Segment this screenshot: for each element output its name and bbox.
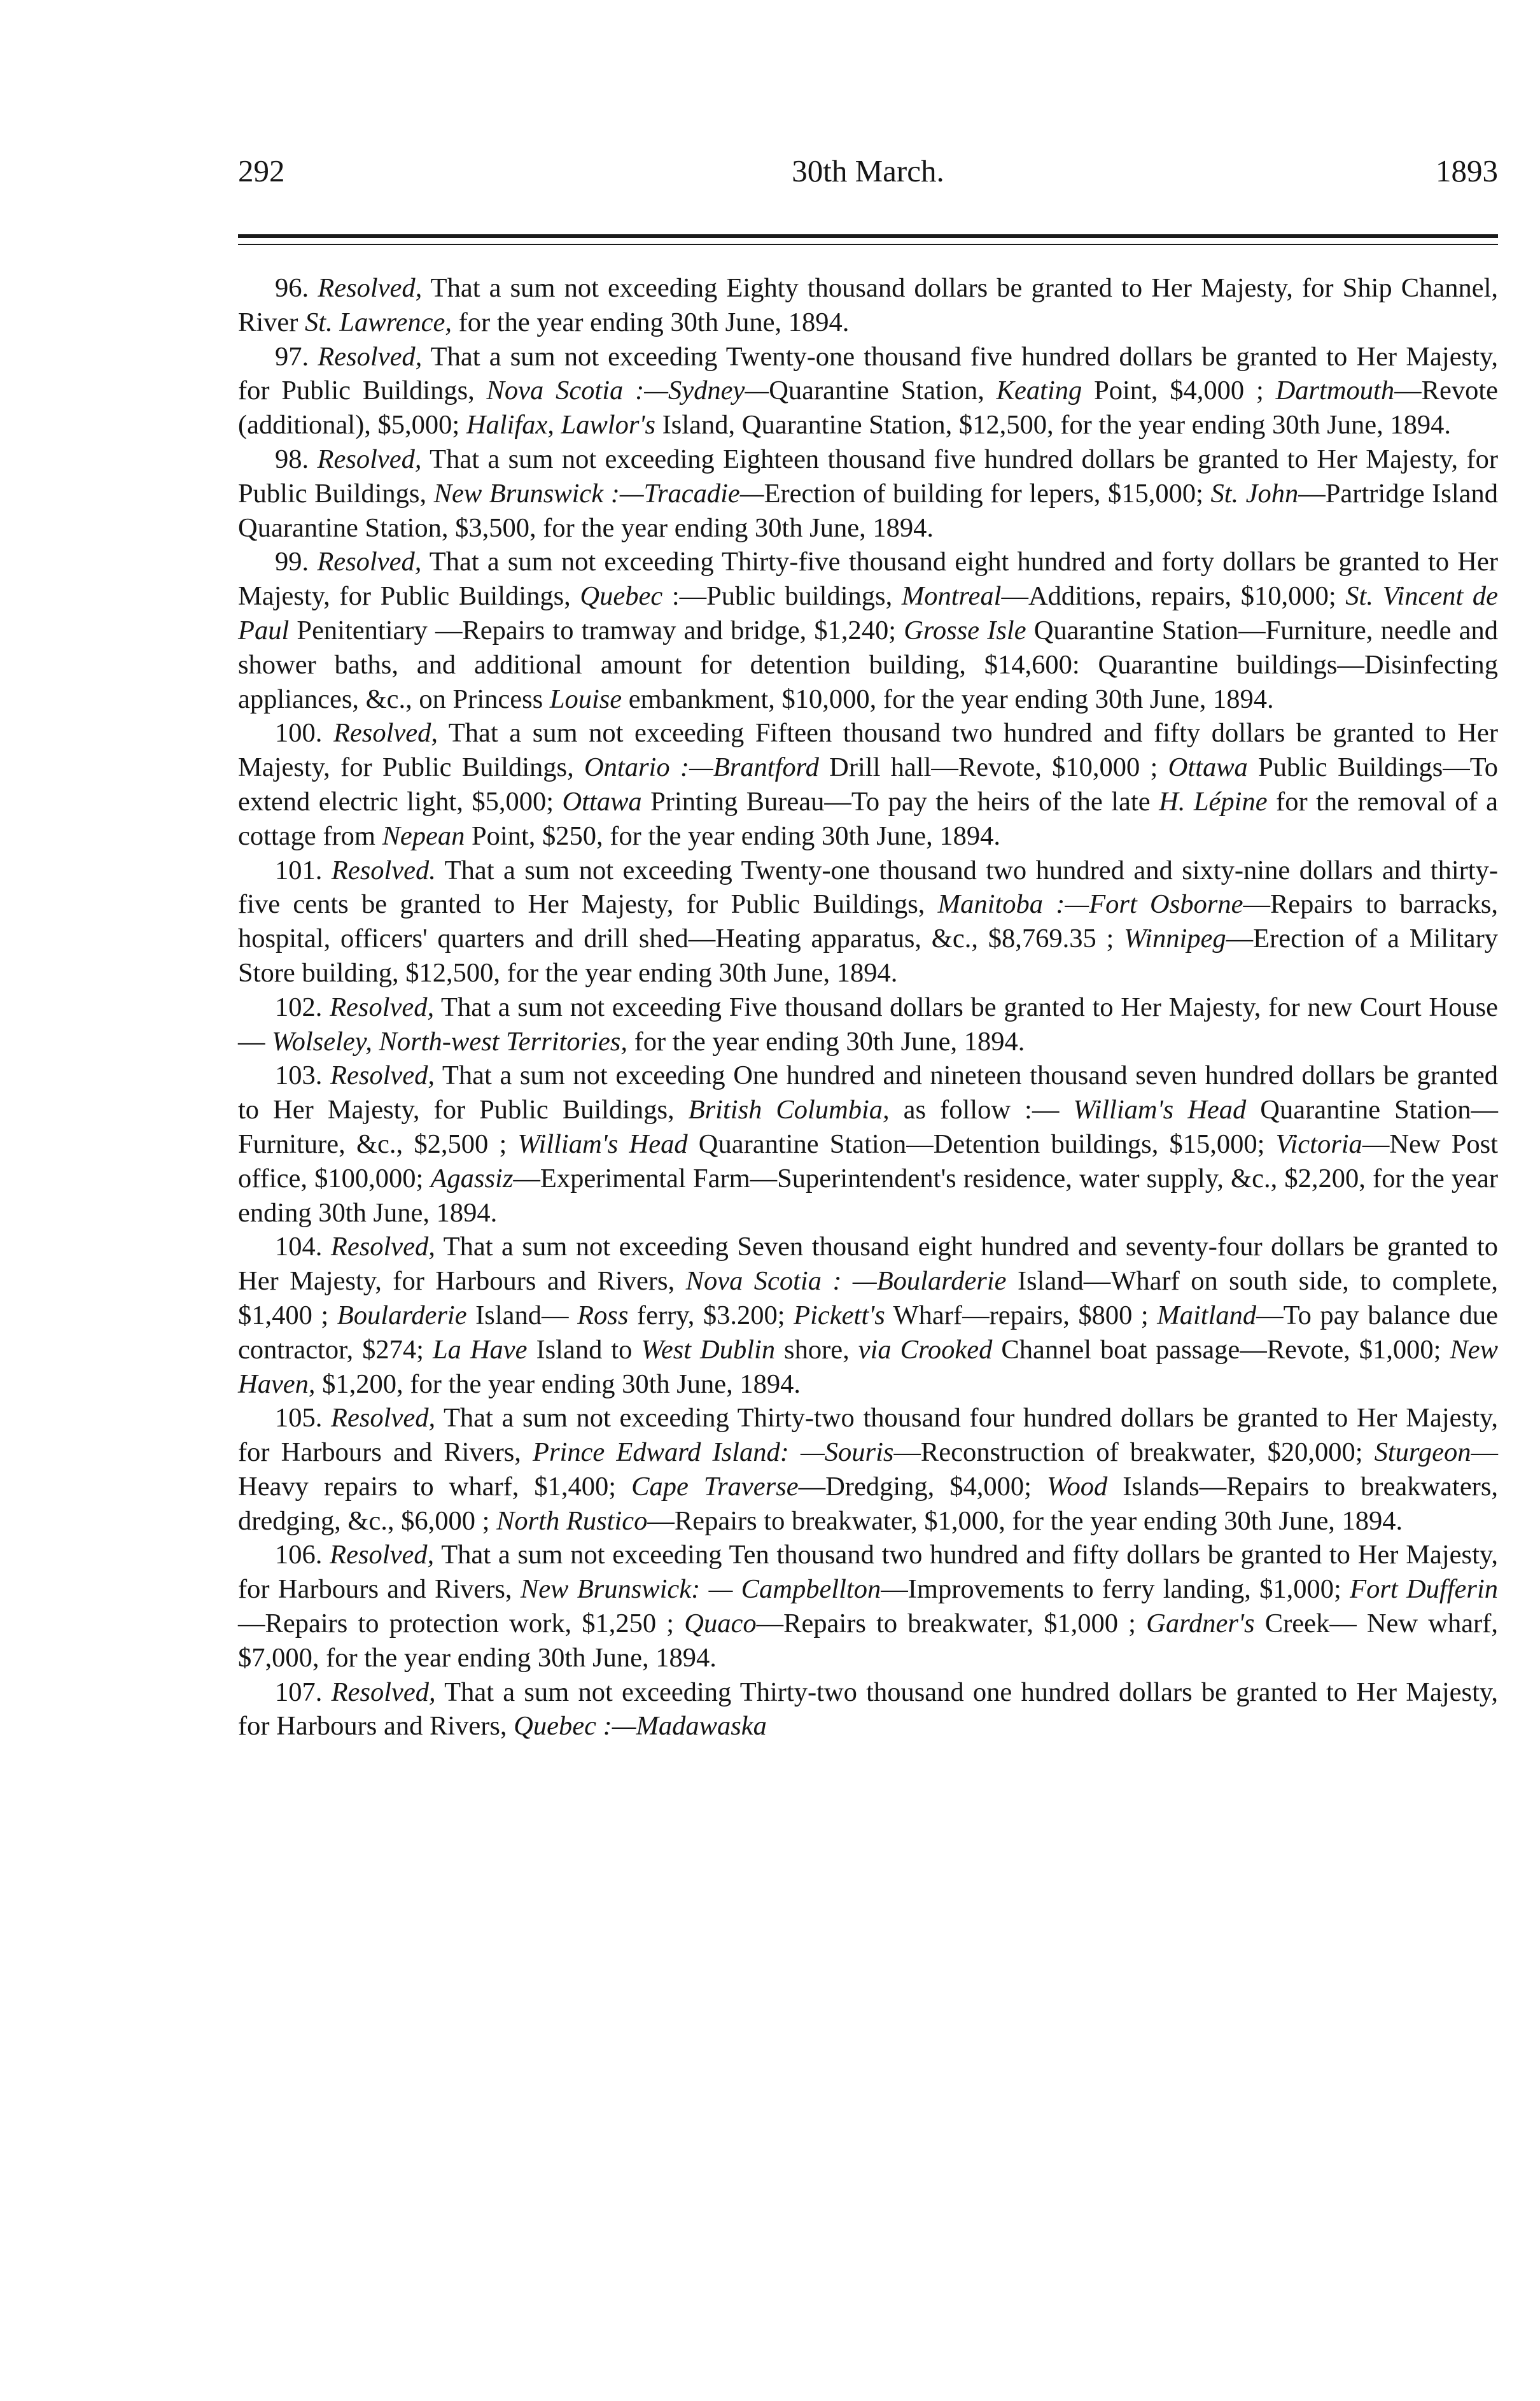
resolution-text: ferry, $3.200; — [628, 1300, 794, 1330]
resolution-text: —Heavy repairs to wharf, $1,400; — [238, 1437, 1498, 1502]
resolution-text: for the year ending 30th June, 1894. — [627, 1026, 1025, 1057]
resolution-text: —To pay balance due contractor, $274; — [238, 1300, 1499, 1365]
italic-text: St. John — [1210, 478, 1299, 509]
resolution-text: Wharf—repairs, $800 ; — [885, 1300, 1158, 1330]
resolution-text: —Repairs to breakwater, $1,000 ; — [756, 1609, 1147, 1639]
resolution-number: 96. — [275, 273, 309, 303]
italic-text: Keating — [996, 376, 1082, 406]
resolution-text: Printing Bureau—To pay the heirs of the late — [641, 786, 1159, 817]
resolution-text: Quarantine Station—Furniture, &c., $2,500 ; — [238, 1095, 1498, 1159]
italic-text: Dartmouth — [1275, 376, 1395, 406]
italic-text: Resolved, — [330, 1540, 435, 1570]
italic-text: Fort Dufferin — [1350, 1574, 1499, 1605]
italic-text: Victoria — [1275, 1129, 1362, 1159]
resolution-text: —Partridge Island Quarantine Station, $3,500, for the year ending 30th June, 1894. — [238, 478, 1498, 543]
resolution-paragraph — [238, 1401, 1498, 1538]
page-header — [238, 153, 1498, 204]
resolution-text: for the year ending 30th June, 1894. — [452, 307, 850, 337]
resolution-number: 97. — [275, 341, 309, 372]
italic-text: Resolved, — [333, 718, 438, 749]
italic-text: Nepean — [382, 820, 465, 851]
italic-text: Grosse Isle — [904, 615, 1026, 645]
resolution-paragraph — [238, 854, 1498, 990]
italic-text: New Haven, — [238, 1334, 1498, 1399]
resolution-text: —Additions, repairs, $10,000; — [1001, 581, 1346, 612]
resolution-text: shore, — [775, 1334, 858, 1365]
resolution-number: 107. — [275, 1677, 323, 1707]
italic-text: Maitland — [1157, 1300, 1257, 1330]
resolution-text: That a sum not exceeding Eighteen thousand five hundred dollars be granted to Her Majesty, for Public Buildings, — [238, 444, 1498, 509]
resolution-text: That a sum not exceeding Eighty thousand dollars be granted to Her Majesty, for Ship Channel, River — [238, 273, 1498, 337]
resolution-text: Quarantine Station, — [769, 376, 997, 406]
resolution-text: Point, $4,000 ; — [1082, 376, 1276, 406]
resolution-text: Erection of building for lepers, $15,000; — [764, 478, 1211, 509]
resolution-number: 101. — [275, 855, 323, 885]
resolution-text: as follow :— — [889, 1095, 1074, 1125]
italic-text: Resolved, — [318, 341, 423, 372]
italic-text: Wolseley, North-west Territories, — [272, 1026, 627, 1057]
resolution-text: —Improvements to ferry landing, $1,000; — [881, 1574, 1350, 1605]
resolution-number: 105. — [275, 1403, 323, 1433]
resolution-text: That a sum not exceeding Five thousand dollars be granted to Her Majesty, for new Court House— — [238, 992, 1499, 1057]
italic-text: Montreal — [901, 581, 1002, 612]
resolution-text: That a sum not exceeding Thirty-five thousand eight hundred and forty dollars be granted to Her Majesty, for Public Buildings, — [238, 547, 1498, 612]
italic-text: Resolved, — [330, 992, 435, 1022]
resolution-number: 106. — [275, 1540, 323, 1570]
resolutions-body — [238, 271, 1498, 1743]
resolution-text: That a sum not exceeding Ten thousand two hundred and fifty dollars be granted to Her Majesty, for Harbours and Rivers, — [238, 1540, 1498, 1605]
italic-text: Nova Scotia : —Boularderie — [685, 1266, 1007, 1297]
resolution-paragraph — [238, 442, 1498, 545]
italic-text: La Have — [432, 1334, 528, 1365]
resolution-text: That a sum not exceeding Thirty-two thousand four hundred dollars be granted to Her Majesty, for Harbours and Rivers, — [238, 1403, 1499, 1468]
resolution-text: —New Post office, $100,000; — [238, 1129, 1498, 1193]
resolution-paragraph — [238, 1538, 1498, 1675]
italic-text: New Brunswick :—Tracadie— — [433, 478, 764, 509]
italic-text: Resolved. — [331, 855, 436, 885]
italic-text: Resolved, — [317, 444, 422, 474]
resolution-text: —Repairs to barracks, hospital, officers' quarters and drill shed—Heating apparatus, &c., $8,769.35 ; — [238, 889, 1498, 954]
resolution-text: —Erection of a Military Store building, $12,500, for the year ending 30th June, 1894. — [238, 924, 1498, 988]
resolution-text: Island to — [527, 1334, 641, 1365]
resolution-text: —Repairs to breakwater, $1,000, for the year ending 30th June, 1894. — [647, 1505, 1403, 1536]
italic-text: Ross — [577, 1300, 629, 1330]
italic-text: Sturgeon — [1374, 1437, 1471, 1468]
resolution-text: $1,200, for the year ending 30th June, 1894. — [315, 1369, 801, 1399]
resolution-paragraph — [238, 1059, 1498, 1230]
italic-text: Agassiz — [430, 1163, 514, 1193]
italic-text: Resolved, — [317, 547, 422, 577]
italic-text: Louise — [549, 684, 622, 714]
resolution-text: —Repairs to protection work, $1,250 ; — [238, 1609, 685, 1639]
resolution-text: Quarantine Station—Furniture, needle and shower baths, and additional amount for detention building, $14,600: Quarantine buildings—Disinfecting appliances, &c., on Princess — [238, 615, 1498, 714]
italic-text: William's Head — [517, 1129, 688, 1159]
italic-text: via Crooked — [858, 1334, 993, 1365]
resolution-text: That a sum not exceeding Seven thousand eight hundred and seventy-four dollars be granted to Her Majesty, for Harbours and Rivers, — [238, 1232, 1498, 1297]
resolution-paragraph — [238, 990, 1498, 1059]
resolution-number: 98. — [275, 444, 309, 474]
resolution-paragraph — [238, 545, 1498, 716]
resolution-text: :—Public buildings, — [662, 581, 902, 612]
header-rule-thin — [238, 244, 1498, 245]
page-date-heading: 30th March. — [792, 153, 944, 188]
italic-text: William's Head — [1073, 1095, 1247, 1125]
italic-text: Ottawa — [562, 786, 642, 817]
resolution-text: —Dredging, $4,000; — [798, 1471, 1047, 1502]
page-number: 292 — [238, 153, 285, 188]
resolution-text: Creek— New wharf, $7,000, for the year ending 30th June, 1894. — [238, 1609, 1498, 1673]
italic-text: Winnipeg — [1124, 924, 1226, 954]
italic-text: St. Lawrence, — [305, 307, 452, 337]
resolution-number: 99. — [275, 547, 309, 577]
resolution-text: Island— — [466, 1300, 578, 1330]
italic-text: Boularderie — [337, 1300, 467, 1330]
italic-text: North Rustico — [496, 1505, 648, 1536]
resolution-text: That a sum not exceeding Twenty-one thousand five hundred dollars be granted to Her Majesty, for Public Buildings, — [238, 341, 1499, 406]
italic-text: Gardner's — [1146, 1609, 1255, 1639]
italic-text: Cape Traverse — [631, 1471, 799, 1502]
italic-text: Resolved, — [330, 1060, 435, 1091]
resolution-text: That a sum not exceeding Twenty-one thousand two hundred and sixty-nine dollars and thirty-five cents be granted to Her Majesty, for Public Buildings, — [238, 855, 1498, 920]
resolution-text: —Revote (additional), $5,000; — [238, 376, 1498, 440]
italic-text: Wood — [1046, 1471, 1108, 1502]
resolution-number: 104. — [275, 1232, 323, 1262]
resolution-text: —Reconstruction of breakwater, $20,000; — [893, 1437, 1375, 1468]
resolution-text: Drill hall—Revote, $10,000 ; — [818, 752, 1168, 783]
resolution-text: Channel boat passage—Revote, $1,000; — [992, 1334, 1450, 1365]
resolution-paragraph — [238, 340, 1498, 442]
resolution-text: Penitentiary —Repairs to tramway and bridge, $1,240; — [289, 615, 904, 645]
resolution-text: Island—Wharf on south side, to complete, $1,400 ; — [238, 1266, 1499, 1330]
italic-text: Halifax, Lawlor's — [466, 410, 656, 440]
italic-text: H. Lépine — [1159, 786, 1268, 817]
italic-text: Prince Edward Island: —Souris — [533, 1437, 894, 1468]
italic-text: Quebec :—Madawaska — [514, 1711, 767, 1742]
resolution-text: embankment, $10,000, for the year ending 30th June, 1894. — [622, 684, 1274, 714]
resolution-paragraph — [238, 1675, 1498, 1744]
italic-text: Manitoba :—Fort Osborne — [937, 889, 1243, 920]
italic-text: Pickett's — [794, 1300, 885, 1330]
resolution-text: Point, $250, for the year ending 30th June, 1894. — [465, 820, 1001, 851]
italic-text: Resolved, — [330, 1232, 435, 1262]
resolution-text: That a sum not exceeding One hundred and nineteen thousand seven hundred dollars be granted to Her Majesty, for Public Buildings, — [238, 1060, 1498, 1125]
italic-text: Quebec — [580, 581, 663, 612]
italic-text: Resolved, — [318, 273, 423, 303]
italic-text: Quaco — [684, 1609, 757, 1639]
italic-text: Ottawa — [1168, 752, 1248, 783]
italic-text: Ontario :—Brantford — [584, 752, 819, 783]
resolution-text: Quarantine Station—Detention buildings, $15,000; — [687, 1129, 1276, 1159]
italic-text: British Columbia, — [688, 1095, 890, 1125]
resolution-text: for the removal of a cottage from — [238, 786, 1498, 851]
resolution-text: That a sum not exceeding Fifteen thousand two hundred and fifty dollars be granted to Her Majesty, for Public Buildings, — [238, 718, 1498, 783]
resolution-paragraph — [238, 716, 1498, 853]
italic-text: Resolved, — [331, 1677, 436, 1707]
resolution-paragraph — [238, 271, 1498, 340]
resolution-text: Public Buildings—To extend electric light, $5,000; — [238, 752, 1498, 817]
resolution-number: 102. — [275, 992, 323, 1022]
resolution-text: Islands—Repairs to breakwaters, dredging, &c., $6,000 ; — [238, 1471, 1498, 1536]
italic-text: New Brunswick: — Campbellton — [520, 1574, 881, 1605]
resolution-text: That a sum not exceeding Thirty-two thousand one hundred dollars be granted to Her Majesty, for Harbours and Rivers, — [238, 1677, 1499, 1742]
resolution-number: 103. — [275, 1060, 323, 1091]
italic-text: Nova Scotia :—Sydney— — [486, 376, 769, 406]
italic-text: West Dublin — [641, 1334, 776, 1365]
header-rule-thick — [238, 234, 1498, 238]
italic-text: Resolved, — [331, 1403, 436, 1433]
resolution-number: 100. — [275, 718, 323, 749]
resolution-text: Island, Quarantine Station, $12,500, for the year ending 30th June, 1894. — [655, 410, 1451, 440]
resolution-paragraph — [238, 1230, 1498, 1401]
italic-text: St. Vincent de Paul — [238, 581, 1498, 645]
resolution-text: —Experimental Farm—Superintendent's residence, water supply, &c., $2,200, for the year ending 30th June, 1894. — [238, 1163, 1498, 1228]
page-year: 1893 — [1436, 153, 1498, 188]
